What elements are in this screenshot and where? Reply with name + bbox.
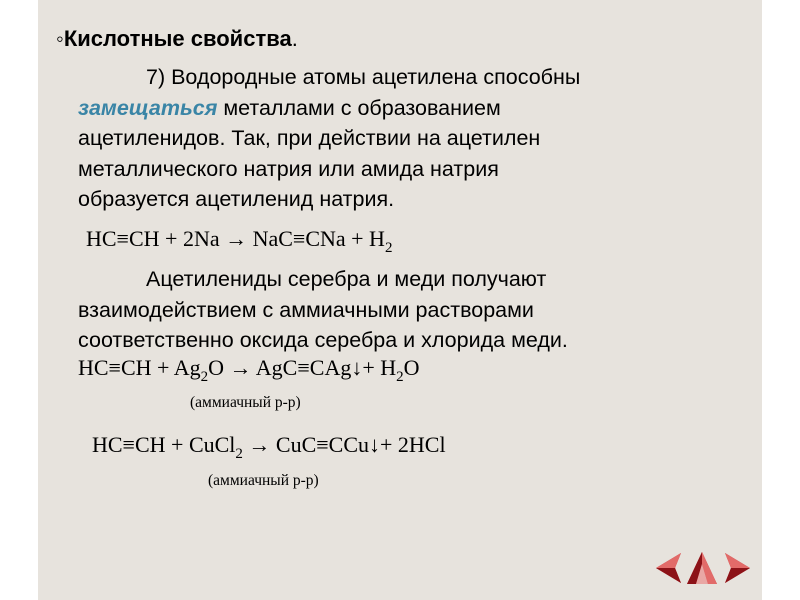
paragraph-1-line-1 [78,62,580,93]
arrow-right-icon [725,553,750,583]
equation-1-subscript: 2 [384,240,393,256]
paragraph-1-line-2-text: металлами с образованием [223,95,501,120]
equation-1 [86,226,393,256]
heading-period: . [291,26,298,51]
equation-3-text-b: → CuC≡CCu↓+ 2HCl [242,432,446,457]
equation-3 [92,432,446,462]
equation-2-text-a: HC≡CH + Ag [78,355,201,380]
paragraph-2 [78,264,568,356]
paragraph-2-line-1 [78,264,568,295]
paragraph-1-line-5: образуется ацетиленид натрия. [78,187,395,211]
equation-3-subscript: 2 [235,446,243,462]
slide-heading [56,26,298,52]
equation-2-text-c: O [403,355,420,380]
paragraph-2-line-3: соответственно оксида серебра и хлорида меди. [78,328,568,352]
equation-1-text: HC≡CH + 2Na → NaC≡CNa + H [86,226,385,251]
up-slide-button[interactable] [684,550,720,586]
paragraph-2-line-2: взаимодействием с аммиачными растворами [78,297,534,322]
paragraph-1-line-3: ацетиленидов. Так, при действии на ацетилен [78,126,541,150]
next-slide-button[interactable] [723,550,753,586]
equation-2 [78,355,420,385]
arrow-left-icon [656,553,681,583]
arrow-up-icon [687,552,717,584]
heading-bullet: ◦ [56,26,64,51]
heading-text: Кислотные свойства [63,26,292,51]
paragraph-1-line-4: металлического натрия или амида натрия [78,156,499,181]
highlighted-word: замещаться [78,95,218,120]
equation-2-subscript-b: 2 [396,369,404,385]
equation-2-note: (аммиачный р-р) [190,394,301,411]
paragraph-2-line-1-text: Ацетилениды серебра и меди получают [146,267,547,291]
equation-2-subscript-a: 2 [200,369,209,385]
paragraph-1-line-1-text: 7) Водородные атомы ацетилена способны [146,65,581,89]
paragraph-1 [78,62,580,215]
previous-slide-button[interactable] [653,550,683,586]
equation-3-note: (аммиачный р-р) [208,472,319,489]
equation-3-text-a: HC≡CH + CuCl [92,432,236,457]
equation-2-text-b: O → AgC≡CAg↓+ H [208,355,397,380]
paragraph-1-line-2 [78,93,580,124]
